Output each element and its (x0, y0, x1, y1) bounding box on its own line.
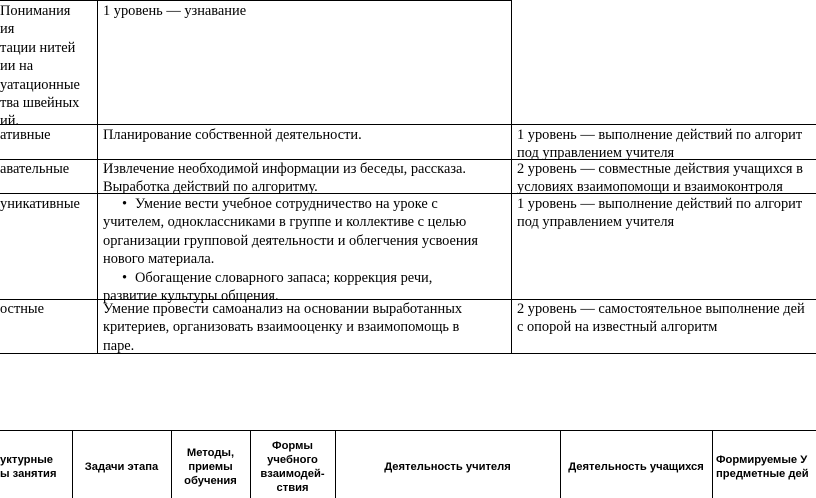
header-structural-stages: уктурные ы занятия (0, 454, 57, 480)
row-4-col-1: уникативные (0, 196, 80, 212)
row-3-col-1: авательные (0, 161, 70, 177)
bullet-marker: • (122, 196, 128, 212)
table-1-col-divider (511, 0, 512, 354)
table-1-col-divider (97, 0, 98, 354)
row-4-col-3: 1 уровень — выполнение действий по алгорит под управлением учителя (517, 196, 803, 231)
header-student-activity: Деятельность учащихся (568, 461, 704, 473)
row-2-col-1: ативные (0, 127, 51, 143)
row-2-col-3: 1 уровень — выполнение действий по алгорит под управлением учителя (517, 127, 803, 162)
row-3-col-3: 2 уровень — совместные действия учащихся в условиях взаимопомощи и взаимоконтроля (517, 161, 803, 196)
row-3-col-2: Извлечение необходимой информации из беседы, рассказа. Выработка действий по алгоритму. (103, 161, 467, 196)
row-4-col-2 (103, 195, 508, 304)
row-4-line-1: Умение вести учебное сотрудничество на уроке с (135, 196, 438, 212)
bullet-marker: • (122, 269, 128, 286)
row-4-line-3: организации групповой деятельности и облегчения усвоения (103, 232, 478, 249)
table-2-col-divider (712, 430, 713, 498)
row-4-line-4: нового материала. (103, 251, 215, 268)
header-formed-skills: Формируемые У предметные дей (716, 454, 809, 480)
row-1-col-1: Понимания ия тации нитей ии на уатационные тва швейных ий. (0, 3, 80, 130)
row-4-line-5: Обогащение словарного запаса; коррекция речи, (135, 269, 433, 286)
header-interaction-forms: Формы учебного взаимодей- ствия (260, 440, 325, 494)
header-teaching-methods: Методы, приемы обучения (184, 447, 237, 487)
row-5-col-2: Умение провести самоанализ на основании выработанных критериев, организовать взаимооценку и взаимопомощь в паре. (103, 301, 463, 354)
header-teacher-activity: Деятельность учителя (384, 461, 511, 473)
table-2-top-border (0, 430, 816, 431)
table-1-top-border (0, 0, 511, 1)
row-1-col-2: 1 уровень — узнавание (103, 3, 247, 19)
header-stage-tasks: Задачи этапа (84, 461, 159, 473)
row-2-col-2: Планирование собственной деятельности. (103, 127, 362, 143)
row-5-col-3: 2 уровень — самостоятельное выполнение дей с опорой на известный алгоритм (517, 301, 805, 336)
row-4-line-6: развитие культуры общения. (103, 288, 279, 304)
row-5-col-1: остные (0, 301, 44, 317)
row-4-line-2: учителем, одноклассниками в группе и коллективе с целью (103, 214, 467, 231)
table-1-row-divider (0, 124, 816, 125)
